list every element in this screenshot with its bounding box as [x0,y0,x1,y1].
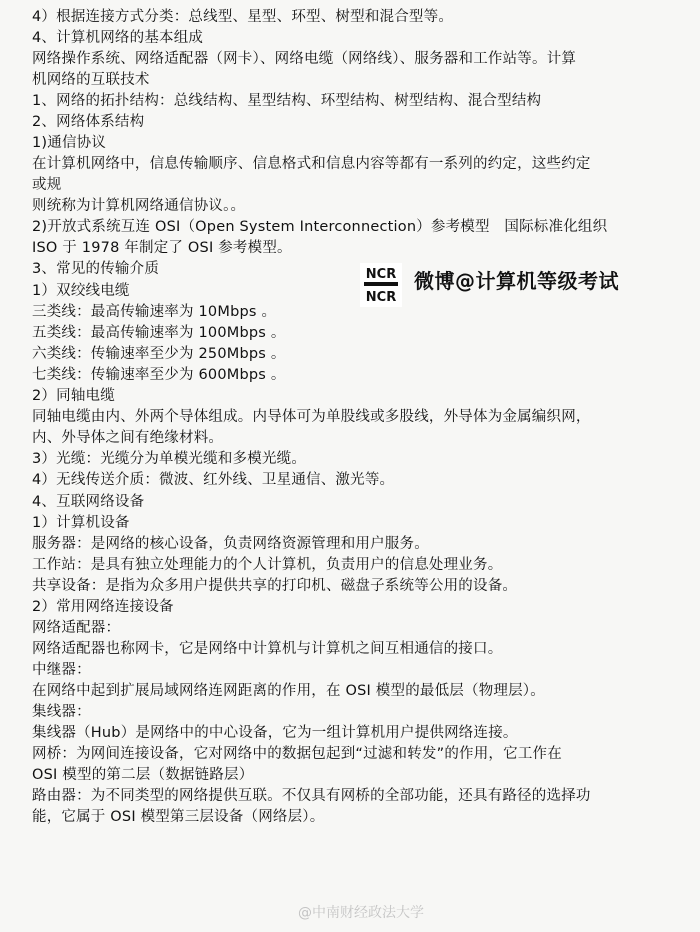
text-line: 工作站：是具有独立处理能力的个人计算机，负责用户的信息处理业务。 [32,557,503,573]
text-line: 能，它属于 OSI 模型第三层设备（网络层）。 [32,809,325,825]
text-line: 内、外导体之间有绝缘材料。 [32,430,224,446]
svg-text:NCR: NCR [365,267,397,282]
section-heading: 3、常见的传输介质 [32,261,160,277]
text-line: 网桥：为网间连接设备，它对网络中的数据包起到“过滤和转发”的作用，它工作在 [32,746,562,762]
ncr-logo [360,263,402,307]
text-line: 同轴电缆由内、外两个导体组成。内导体可为单股线或多股线，外导体为金属编织网， [32,409,591,425]
text-line: 在网络中起到扩展局域网络连网距离的作用，在 OSI 模型的最低层（物理层）。 [32,683,545,699]
section-heading: 2、网络体系结构 [32,114,145,130]
text-line: 五类线：最高传输速率为 100Mbps 。 [32,325,286,341]
svg-text:NCR: NCR [365,290,397,305]
section-heading: 4、计算机网络的基本组成 [32,30,204,46]
text-line: 七类线：传输速率至少为 600Mbps 。 [32,367,286,383]
text-line: 3）光缆：光缆分为单模光缆和多模光缆。 [32,451,307,467]
text-line: 路由器：为不同类型的网络提供互联。不仅具有网桥的全部功能，还具有路径的选择功 [32,788,591,804]
sub-heading: 2）同轴电缆 [32,388,115,404]
text-line: 或规 [32,177,62,193]
term-heading: 中继器： [32,662,91,678]
text-line: ISO 于 1978 年制定了 OSI 参考模型。 [32,240,292,256]
text-line: 4）根据连接方式分类：总线型、星型、环型、树型和混合型等。 [32,9,454,25]
footer-watermark: @中南财经政法大学 [298,905,424,921]
sub-heading: 1）计算机设备 [32,515,130,531]
text-line: 机网络的互联技术 [32,72,150,88]
text-line: 三类线：最高传输速率为 10Mbps 。 [32,304,277,320]
text-line: 共享设备：是指为众多用户提供共享的打印机、磁盘子系统等公用的设备。 [32,578,518,594]
text-line: OSI 模型的第二层（数据链路层） [32,767,254,783]
text-line: 六类线：传输速率至少为 250Mbps 。 [32,346,286,362]
section-heading: 4、互联网络设备 [32,494,145,510]
sub-heading: 1）双绞线电缆 [32,283,130,299]
text-line: 在计算机网络中，信息传输顺序、信息格式和信息内容等都有一系列的约定，这些约定 [32,156,591,172]
sub-heading: 2）常用网络连接设备 [32,599,174,615]
term-heading: 集线器： [32,704,91,720]
term-heading: 网络适配器： [32,620,121,636]
text-line: 集线器（Hub）是网络中的中心设备，它为一组计算机用户提供网络连接。 [32,725,518,741]
text-line: 1、网络的拓扑结构：总线结构、星型结构、环型结构、树型结构、混合型结构 [32,93,542,109]
sub-heading: 1)通信协议 [32,135,107,151]
text-line: 网络操作系统、网络适配器（网卡）、网络电缆（网络线）、服务器和工作站等。计算 [32,51,577,67]
weibo-watermark: 微博@计算机等级考试 [414,269,619,293]
text-line: 则统称为计算机网络通信协议。。 [32,198,246,214]
text-line: 4）无线传送介质：微波、红外线、卫星通信、激光等。 [32,472,395,488]
text-line: 2)开放式系统互连 OSI（Open System Interconnection）参考模型 国际标准化组织 [32,219,608,235]
text-line: 网络适配器也称网卡，它是网络中计算机与计算机之间互相通信的接口。 [32,641,503,657]
text-line: 服务器：是网络的核心设备，负责网络资源管理和用户服务。 [32,536,429,552]
